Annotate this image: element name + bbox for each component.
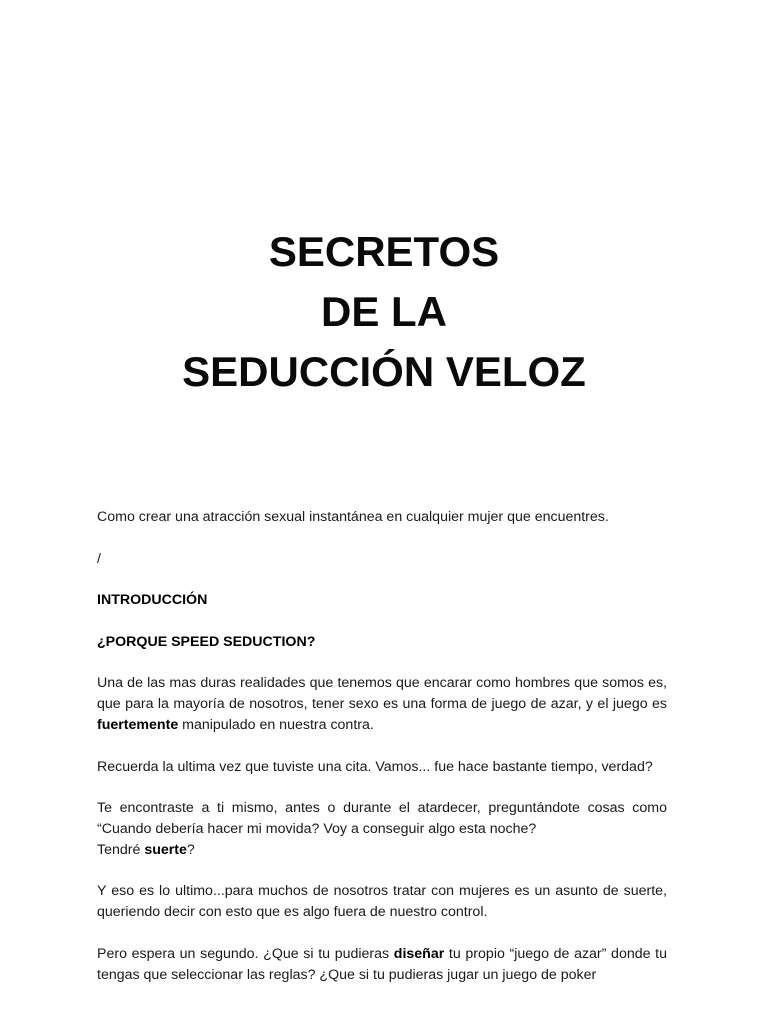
paragraph-4: Y eso es lo ultimo...para muchos de nosotros tratar con mujeres es un asunto de suerte, queriendo decir con esto que es algo fuera de nuestro control. [97,883,667,921]
paragraph-3 [97,798,667,860]
document-title [0,222,768,402]
paragraph-1-text-end: manipulado en nuestra contra. [178,716,374,733]
paragraph-5-bold: diseñar [393,945,445,962]
document-body [97,507,667,1006]
paragraph-1 [97,673,667,735]
paragraph-3-bold: suerte [144,841,187,858]
section-heading: INTRODUCCIÓN [97,592,208,609]
paragraph-2: Recuerda la ultima vez que tuviste una cita. Vamos... fue hace bastante tiempo, verdad? [97,758,653,775]
separator: / [97,550,101,567]
paragraph-5-text: Pero espera un segundo. ¿Que si tu pudieras [97,945,394,962]
paragraph-3-line2-end: ? [186,841,195,858]
paragraph-5 [97,944,667,986]
paragraph-1-text: Una de las mas duras realidades que tenemos que encarar como hombres que somos es, que para la mayoría de nosotros, tener sexo es una forma de juego de azar, y el juego es [97,675,667,713]
paragraph-1-bold: fuertemente [97,716,179,733]
paragraph-5-text-end: tu propio “juego de azar” donde tu tengas que seleccionar las reglas? ¿Que si tu pudieras jugar un juego de poker [97,945,667,983]
title-line-3: SEDUCCIÓN VELOZ [182,348,586,395]
title-line-1: SECRETOS [268,228,500,275]
paragraph-3-text: Te encontraste a ti mismo, antes o durante el atardecer, preguntándote cosas como “Cuando debería hacer mi movida? Voy a conseguir algo esta noche? [97,800,667,837]
title-line-2: DE LA [321,288,447,335]
paragraph-3-line2: Tendré [97,841,145,858]
question-heading: ¿PORQUE SPEED SEDUCTION? [97,633,316,650]
subtitle: Como crear una atracción sexual instantánea en cualquier mujer que encuentres. [97,509,609,525]
